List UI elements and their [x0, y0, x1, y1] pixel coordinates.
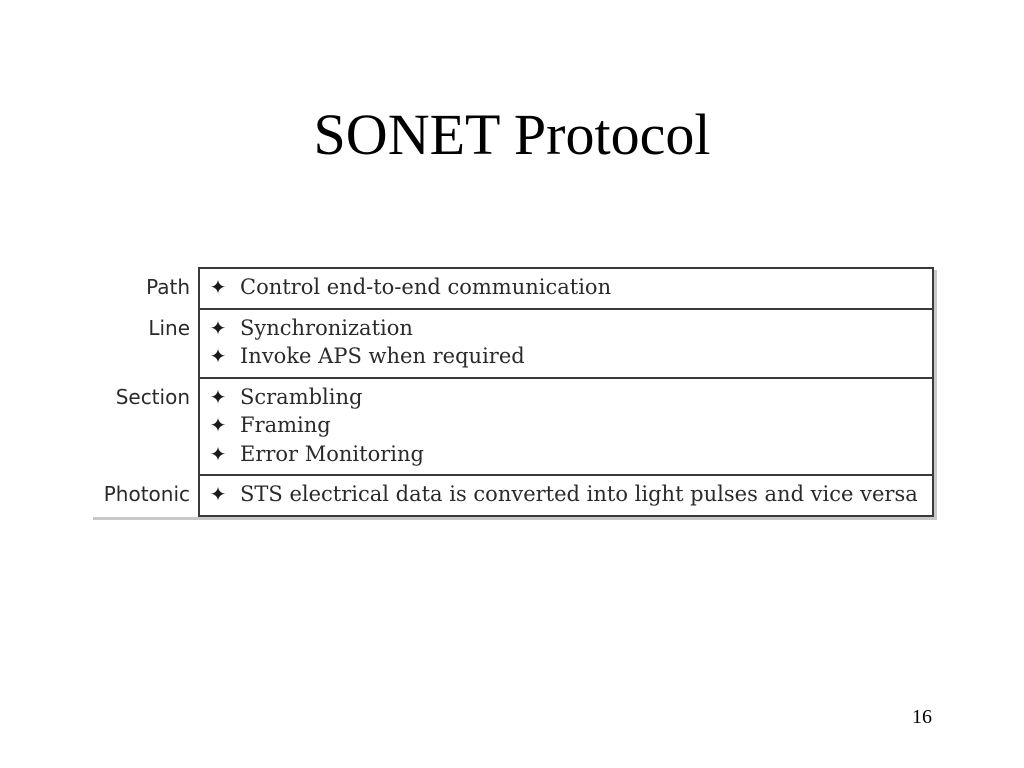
layer-row-line [90, 308, 934, 377]
bullet-text: Invoke APS when required [240, 344, 525, 368]
bullet-item [200, 480, 932, 509]
layer-row-section [90, 377, 934, 475]
four-pointed-star-icon: ✦ [209, 413, 227, 437]
four-pointed-star-icon: ✦ [209, 315, 227, 340]
four-pointed-star-icon: ✦ [209, 384, 227, 409]
four-pointed-star-icon: ✦ [209, 344, 227, 368]
bullet-item [200, 273, 932, 302]
bullet-item [200, 383, 932, 412]
layer-box-path [198, 267, 934, 308]
layer-table-frame [90, 267, 934, 517]
bullet-text: Control end-to-end communication [240, 275, 612, 299]
layer-label-line: Line [148, 315, 190, 340]
layer-row-photonic [90, 474, 934, 517]
four-pointed-star-icon: ✦ [209, 275, 227, 299]
four-pointed-star-icon: ✦ [209, 482, 227, 506]
bullet-text: STS electrical data is converted into light pulses and vice versa [240, 482, 918, 506]
layer-box-section [198, 377, 934, 475]
layer-row-path [90, 267, 934, 308]
slide-title: SONET Protocol [313, 102, 711, 167]
four-pointed-star-icon: ✦ [209, 441, 227, 466]
bullet-item [200, 342, 932, 371]
layer-box-photonic [198, 474, 934, 517]
bullet-text: Scrambling [240, 384, 363, 409]
bullet-item [200, 314, 932, 343]
layer-label-path: Path [146, 275, 190, 299]
bullet-text: Synchronization [240, 315, 413, 340]
page-number: 16 [912, 706, 932, 728]
sonet-layer-table [90, 267, 940, 517]
bullet-item [200, 440, 932, 469]
layer-label-section: Section [115, 384, 190, 409]
layer-label-photonic: Photonic [103, 482, 190, 506]
layer-box-line [198, 308, 934, 377]
bullet-item [200, 411, 932, 440]
bullet-text: Framing [240, 413, 331, 437]
bullet-text: Error Monitoring [240, 441, 424, 466]
